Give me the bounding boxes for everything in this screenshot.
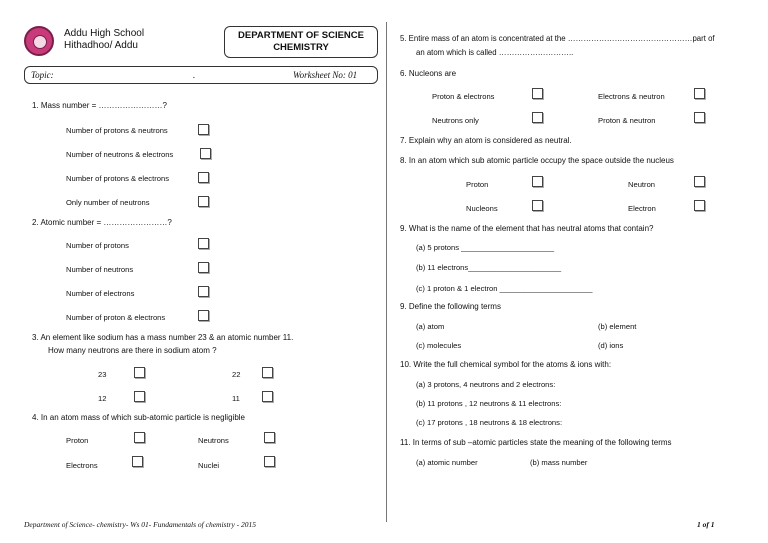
column-divider bbox=[386, 22, 387, 522]
q11-term-b: (b) mass number bbox=[530, 458, 588, 467]
footer-text: Department of Science- chemistry- Ws 01- Fundamentals of chemistry - 2015 bbox=[24, 520, 257, 529]
q1-option-1: Number of protons & neutrons bbox=[66, 126, 168, 135]
q9-text: 9. What is the name of the element that has neutral atoms that contain? bbox=[400, 224, 654, 233]
school-logo-icon bbox=[24, 26, 54, 56]
q2-checkbox-3[interactable] bbox=[198, 286, 209, 297]
q6-checkbox-3[interactable] bbox=[532, 112, 543, 123]
q3-line-1: 3. An element like sodium has a mass number 23 & an atomic number 11. bbox=[32, 333, 294, 342]
q10-part-c: (c) 17 protons , 18 neutrons & 18 electrons: bbox=[416, 418, 563, 427]
q2-checkbox-1[interactable] bbox=[198, 238, 209, 249]
q10-text: 10. Write the full chemical symbol for the atoms & ions with: bbox=[400, 360, 612, 369]
q2-option-3: Number of electrons bbox=[66, 289, 135, 298]
q4-option-1: Proton bbox=[66, 436, 89, 445]
q2-text: 2. Atomic number = ……………………? bbox=[32, 218, 172, 227]
q5-line-1: 5. Entire mass of an atom is concentrated at the …………………………………………part of bbox=[400, 34, 715, 43]
define-term-c: (c) molecules bbox=[416, 341, 462, 350]
define-terms-text: 9. Define the following terms bbox=[400, 302, 501, 311]
q6-checkbox-4[interactable] bbox=[694, 112, 705, 123]
q2-option-2: Number of neutrons bbox=[66, 265, 134, 274]
q1-option-4: Only number of neutrons bbox=[66, 198, 150, 207]
q6-text: 6. Nucleons are bbox=[400, 69, 457, 78]
department-title: DEPARTMENT OF SCIENCE bbox=[238, 30, 364, 41]
q6-option-1: Proton & electrons bbox=[432, 92, 495, 101]
school-header bbox=[24, 24, 220, 60]
q6-option-4: Proton & neutron bbox=[598, 116, 656, 125]
q9-part-c: (c) 1 proton & 1 electron ______________________ bbox=[416, 284, 593, 293]
q3-checkbox-1[interactable] bbox=[134, 367, 145, 378]
q8-option-2: Neutron bbox=[628, 180, 656, 189]
define-term-b: (b) element bbox=[598, 322, 637, 331]
q10-part-a: (a) 3 protons, 4 neutrons and 2 electrons: bbox=[416, 380, 556, 389]
q3-option-3: 12 bbox=[98, 394, 107, 403]
q3-option-2: 22 bbox=[232, 370, 241, 379]
q8-option-4: Electron bbox=[628, 204, 656, 213]
q4-checkbox-3[interactable] bbox=[132, 456, 143, 467]
worksheet-number: Worksheet No: 01 bbox=[293, 70, 358, 80]
q4-option-3: Electrons bbox=[66, 461, 98, 470]
q8-checkbox-1[interactable] bbox=[532, 176, 543, 187]
q1-option-3: Number of protons & electrons bbox=[66, 174, 169, 183]
q8-option-3: Nucleons bbox=[466, 204, 498, 213]
q6-option-3: Neutrons only bbox=[432, 116, 479, 125]
q2-checkbox-4[interactable] bbox=[198, 310, 209, 321]
school-line-1: Addu High School bbox=[64, 28, 145, 39]
q1-checkbox-2[interactable] bbox=[200, 148, 211, 159]
subject-title: CHEMISTRY bbox=[273, 42, 329, 53]
q8-option-1: Proton bbox=[466, 180, 489, 189]
q3-option-4: 11 bbox=[232, 394, 240, 403]
school-line-2: Hithadhoo/ Addu bbox=[64, 40, 138, 51]
q4-text: 4. In an atom mass of which sub-atomic particle is negligible bbox=[32, 413, 245, 422]
q2-option-4: Number of proton & electrons bbox=[66, 313, 166, 322]
q3-line-2: How many neutrons are there in sodium atom ? bbox=[48, 346, 217, 355]
define-term-a: (a) atom bbox=[416, 322, 445, 331]
q8-text: 8. In an atom which sub atomic particle occupy the space outside the nucleus bbox=[400, 156, 674, 165]
q8-checkbox-2[interactable] bbox=[694, 176, 705, 187]
topic-label: Topic: bbox=[31, 70, 54, 80]
q9-part-a: (a) 5 protons ______________________ bbox=[416, 243, 555, 252]
q6-option-2: Electrons & neutron bbox=[598, 92, 665, 101]
q11-term-a: (a) atomic number bbox=[416, 458, 478, 467]
topic-bar bbox=[24, 66, 378, 84]
q3-option-1: 23 bbox=[98, 370, 107, 379]
q8-checkbox-4[interactable] bbox=[694, 200, 705, 211]
q4-checkbox-1[interactable] bbox=[134, 432, 145, 443]
q7-text: 7. Explain why an atom is considered as neutral. bbox=[400, 136, 572, 145]
q3-checkbox-4[interactable] bbox=[262, 391, 273, 402]
q9-part-b: (b) 11 electrons______________________ bbox=[416, 263, 562, 272]
school-name bbox=[64, 28, 144, 52]
q1-checkbox-4[interactable] bbox=[198, 196, 209, 207]
q6-checkbox-2[interactable] bbox=[694, 88, 705, 99]
q4-checkbox-2[interactable] bbox=[264, 432, 275, 443]
q5-line-2: an atom which is called ……………………….. bbox=[416, 48, 574, 57]
define-term-d: (d) ions bbox=[598, 341, 624, 350]
q6-checkbox-1[interactable] bbox=[532, 88, 543, 99]
q4-option-2: Neutrons bbox=[198, 436, 229, 445]
q1-text: 1. Mass number = ……………………? bbox=[32, 101, 167, 110]
q11-text: 11. In terms of sub –atomic particles state the meaning of the following terms bbox=[400, 438, 672, 447]
q8-checkbox-3[interactable] bbox=[532, 200, 543, 211]
q2-checkbox-2[interactable] bbox=[198, 262, 209, 273]
q10-part-b: (b) 11 protons , 12 neutrons & 11 electrons: bbox=[416, 399, 562, 408]
q4-checkbox-4[interactable] bbox=[264, 456, 275, 467]
q3-checkbox-3[interactable] bbox=[134, 391, 145, 402]
page-number: 1 of 1 bbox=[697, 520, 715, 529]
q2-option-1: Number of protons bbox=[66, 241, 129, 250]
q1-checkbox-1[interactable] bbox=[198, 124, 209, 135]
q4-option-4: Nuclei bbox=[198, 461, 220, 470]
topic-dot: . bbox=[193, 70, 196, 80]
department-box bbox=[224, 26, 378, 58]
q1-option-2: Number of neutrons & electrons bbox=[66, 150, 174, 159]
q3-checkbox-2[interactable] bbox=[262, 367, 273, 378]
q1-checkbox-3[interactable] bbox=[198, 172, 209, 183]
